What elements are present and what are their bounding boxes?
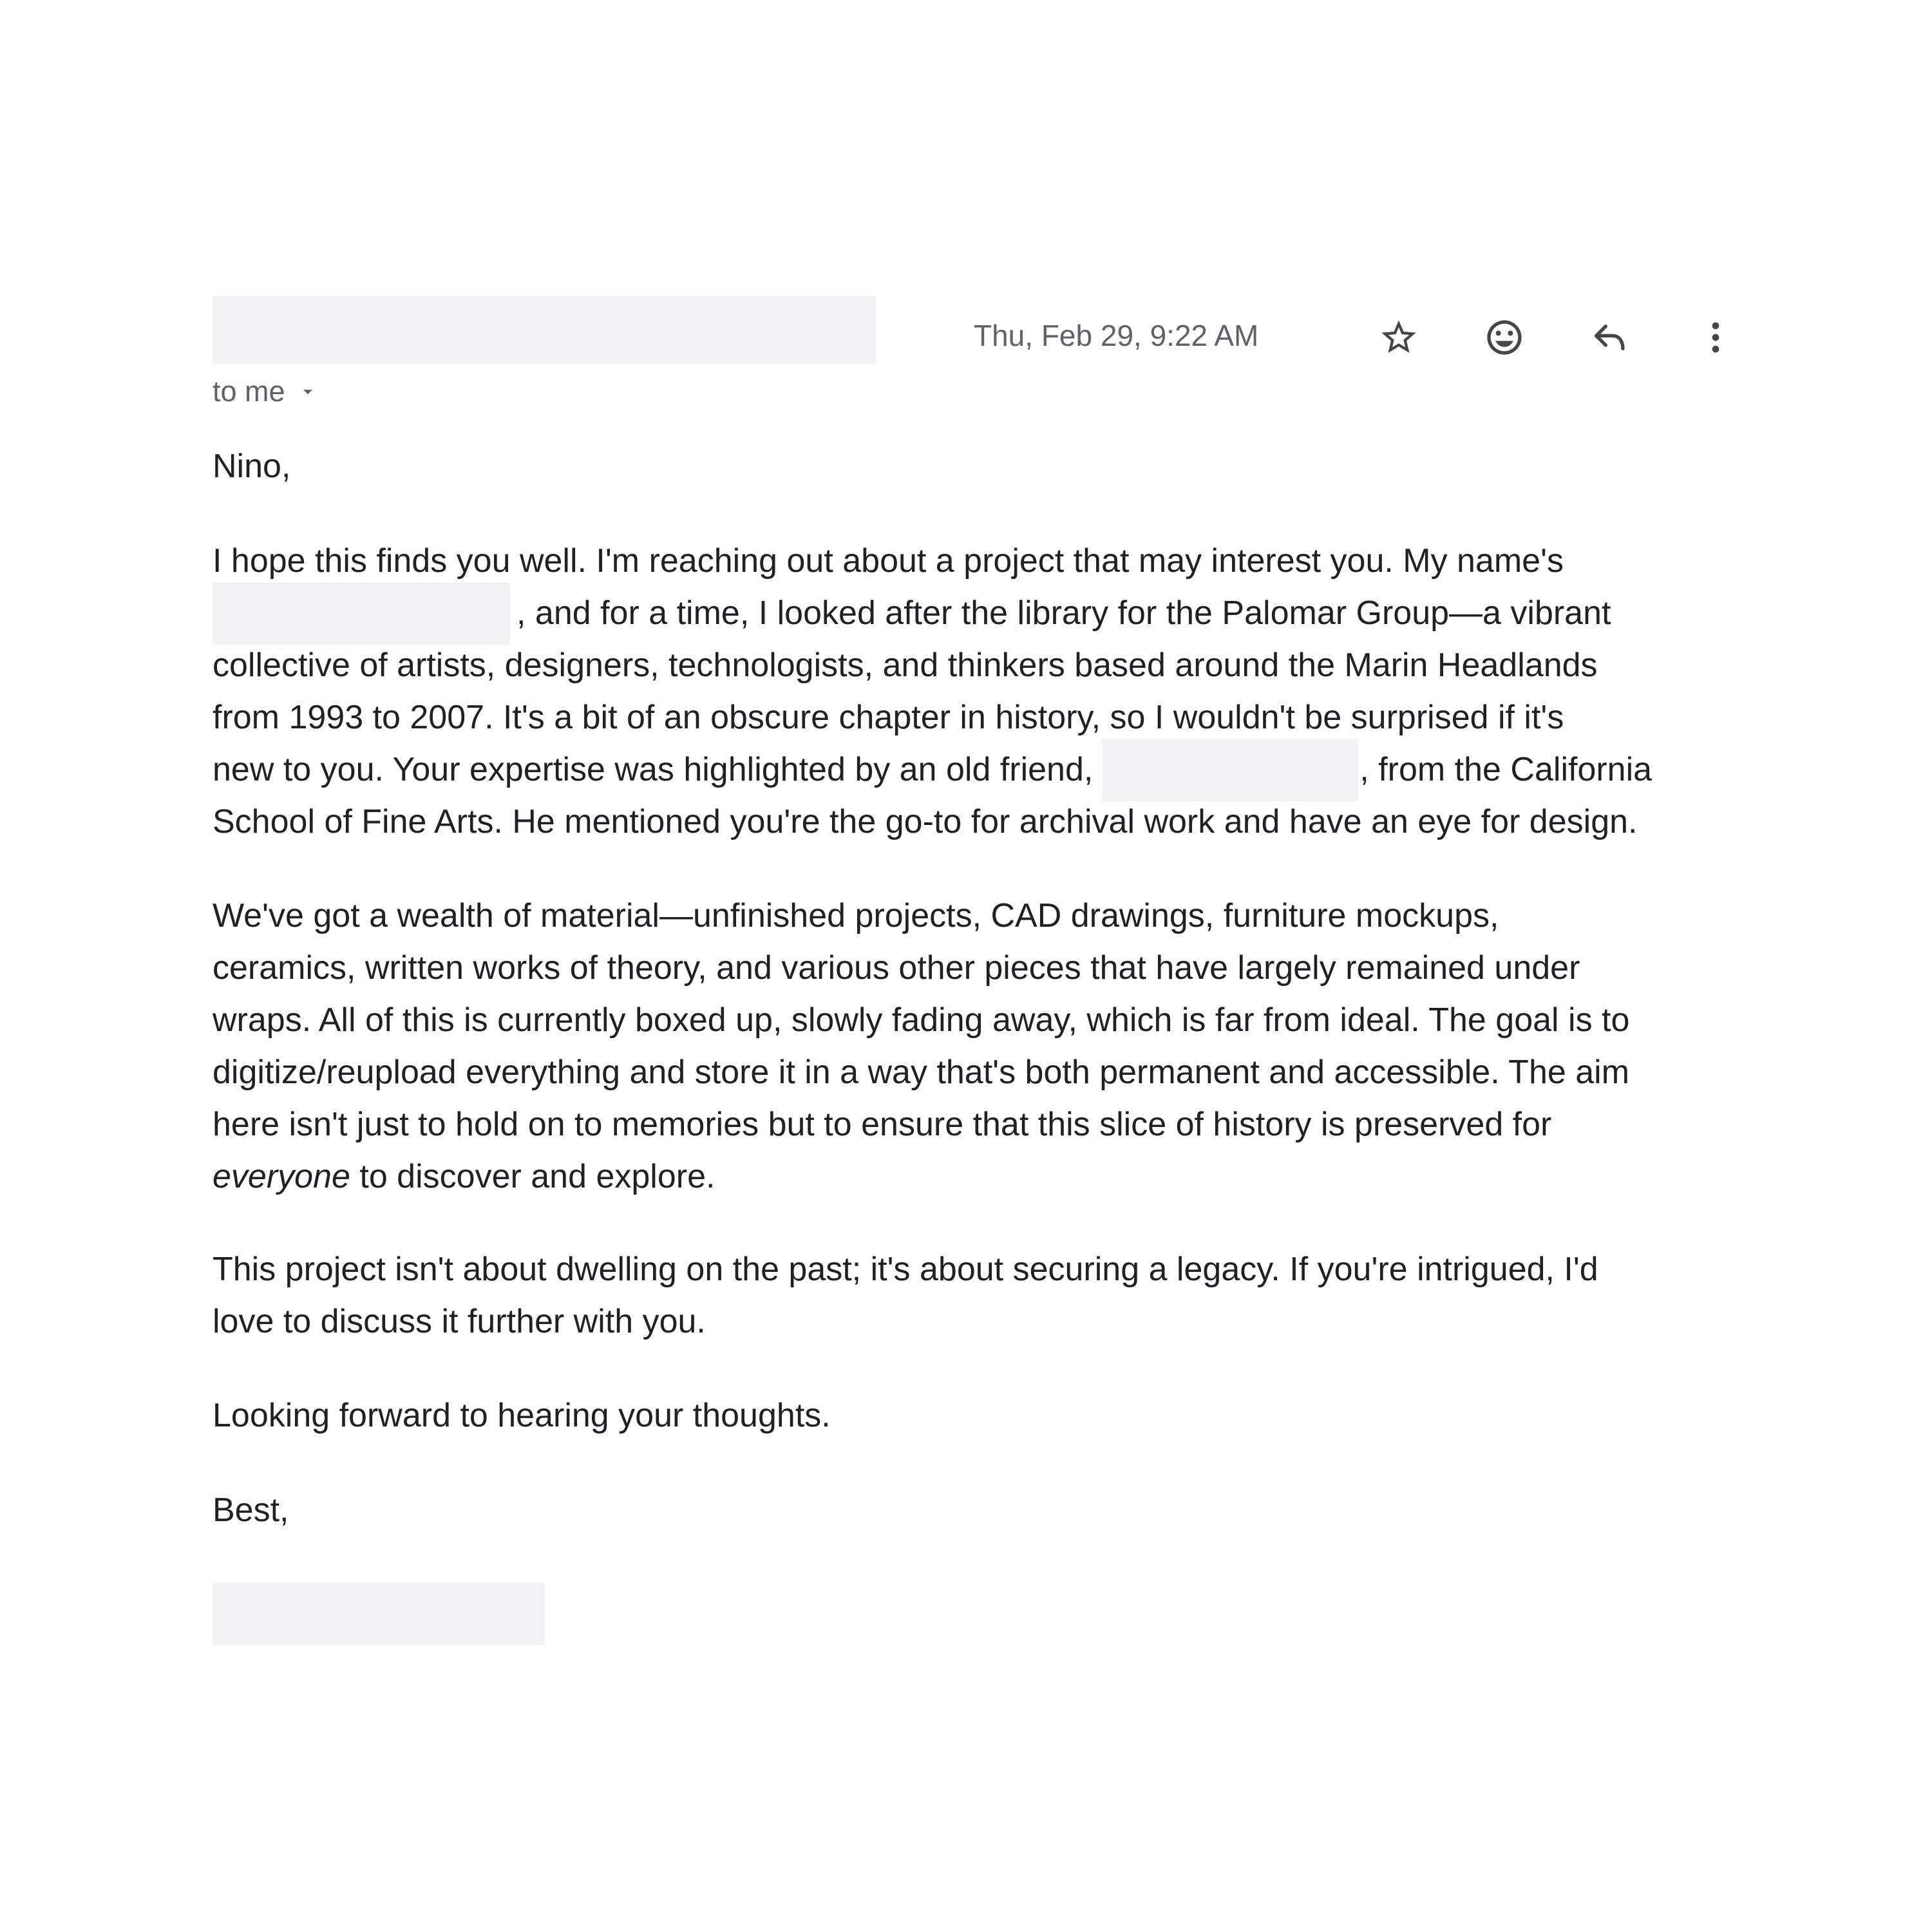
body-line: collective of artists, designers, technologists, and thinkers based around the Marin Headlands: [213, 647, 1598, 684]
paragraph-2: [213, 890, 1629, 1203]
emphasized-word: everyone: [213, 1158, 350, 1195]
body-line: here isn't just to hold on to memories but to ensure that this slice of history is preserved for: [213, 1106, 1552, 1143]
star-icon: [1378, 317, 1419, 358]
body-text: to discover and explore.: [350, 1158, 715, 1195]
body-line: School of Fine Arts. He mentioned you're the go-to for archival work and have an eye for design.: [213, 803, 1638, 840]
chevron-down-icon: [297, 381, 319, 402]
recipient-label: to me: [213, 375, 285, 408]
body-text: , from the California: [1359, 751, 1653, 788]
emoji-reaction-button[interactable]: [1482, 316, 1526, 359]
greeting-line: Nino,: [213, 448, 291, 485]
name-redacted: [213, 583, 510, 645]
body-line: [213, 744, 1652, 796]
paragraph-4: Looking forward to hearing your thoughts.: [213, 1397, 831, 1434]
paragraph-3: [213, 1244, 1598, 1348]
emoji-reaction-icon: [1484, 317, 1525, 358]
email-date: Thu, Feb 29, 9:22 AM: [974, 319, 1259, 352]
body-line: from 1993 to 2007. It's a bit of an obscure chapter in history, so I wouldn't be surprised if it's: [213, 699, 1564, 736]
paragraph-1: [213, 535, 1652, 848]
signature-redacted: [213, 1583, 545, 1645]
reply-icon: [1589, 317, 1631, 358]
sender-name-redacted: [213, 296, 876, 364]
star-button[interactable]: [1377, 316, 1421, 359]
body-line: digitize/reupload everything and store it in a way that's both permanent and accessible. The aim: [213, 1054, 1630, 1091]
more-options-icon: [1695, 317, 1736, 358]
name-redacted: [1102, 739, 1358, 801]
body-text: new to you. Your expertise was highlighted by an old friend,: [213, 751, 1094, 788]
body-line: ceramics, written works of theory, and various other pieces that have largely remained under: [213, 949, 1580, 987]
reply-button[interactable]: [1588, 316, 1632, 359]
recipient-dropdown[interactable]: [213, 375, 319, 408]
body-text: , and for a time, I looked after the library for the Palomar Group—a vibrant: [516, 594, 1611, 632]
body-line: This project isn't about dwelling on the past; it's about securing a legacy. If you're intrigued, I'd: [213, 1251, 1598, 1288]
body-line: wraps. All of this is currently boxed up, slowly fading away, which is far from ideal. The goal is to: [213, 1001, 1630, 1039]
body-line: love to discuss it further with you.: [213, 1303, 706, 1340]
body-line: [213, 587, 1652, 639]
body-line: I hope this finds you well. I'm reaching out about a project that may interest you. My name's: [213, 542, 1564, 580]
closing-line: Best,: [213, 1492, 289, 1529]
more-options-button[interactable]: [1694, 316, 1738, 359]
body-line: We've got a wealth of material—unfinished projects, CAD drawings, furniture mockups,: [213, 897, 1499, 934]
body-line: [213, 1151, 1629, 1203]
